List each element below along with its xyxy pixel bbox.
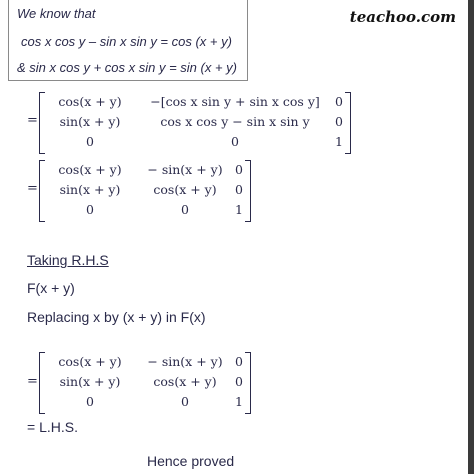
teachoo-logo: teachoo.com: [349, 8, 456, 26]
matrix3-right-bracket: [245, 352, 251, 414]
matrix3-cell: 1: [235, 394, 243, 409]
matrix2-cell: 0: [86, 202, 94, 217]
matrix3: [39, 352, 251, 414]
matrix1-cell: cos x cos y − sin x sin y: [160, 114, 310, 129]
matrix1-cell: 0: [231, 134, 239, 149]
scrollbar[interactable]: [468, 0, 474, 474]
matrix2-cell: 0: [235, 162, 243, 177]
matrix1-cell: cos(x + y): [58, 94, 122, 109]
identity-box: [8, 0, 248, 81]
matrix3-equals: =: [27, 374, 38, 389]
matrix2: [39, 160, 251, 222]
matrix2-left-bracket: [39, 160, 45, 222]
matrix2-cell: cos(x + y): [58, 162, 122, 177]
lhs-conclusion: = L.H.S.: [27, 419, 78, 435]
matrix3-cell: sin(x + y): [59, 374, 121, 389]
matrix3-cell: − sin(x + y): [147, 354, 223, 369]
box-line-intro: We know that: [17, 6, 96, 21]
matrix2-cell: sin(x + y): [59, 182, 121, 197]
rhs-replacing-text: Replacing x by (x + y) in F(x): [27, 309, 206, 325]
matrix3-cell: 0: [235, 354, 243, 369]
matrix1-right-bracket: [345, 92, 351, 154]
matrix1-cell: 0: [86, 134, 94, 149]
matrix1-cell: 1: [335, 134, 343, 149]
matrix3-cell: 0: [235, 374, 243, 389]
matrix1: [39, 92, 351, 154]
matrix3-left-bracket: [39, 352, 45, 414]
rhs-fxy: F(x + y): [27, 280, 75, 296]
hence-proved: Hence proved: [147, 453, 235, 469]
matrix2-right-bracket: [245, 160, 251, 222]
matrix3-cell: cos(x + y): [58, 354, 122, 369]
matrix3-cell: 0: [86, 394, 94, 409]
matrix3-cell: 0: [181, 394, 189, 409]
rhs-heading: Taking R.H.S: [27, 252, 109, 268]
matrix1-cell: 0: [335, 94, 343, 109]
matrix2-cell: 0: [235, 182, 243, 197]
matrix1-equals: =: [27, 113, 38, 128]
matrix1-cell: 0: [335, 114, 343, 129]
matrix1-cell: −[cos x sin y + sin x cos y]: [150, 94, 320, 109]
matrix1-left-bracket: [39, 92, 45, 154]
matrix2-cell: 1: [235, 202, 243, 217]
matrix3-cell: cos(x + y): [153, 374, 217, 389]
box-line-sin-identity: & sin x cos y + cos x sin y = sin (x + y): [17, 60, 237, 75]
matrix2-cell: 0: [181, 202, 189, 217]
box-line-cos-identity: cos x cos y – sin x sin y = cos (x + y): [21, 34, 232, 49]
matrix1-cell: sin(x + y): [59, 114, 121, 129]
matrix2-cell: cos(x + y): [153, 182, 217, 197]
matrix2-cell: − sin(x + y): [147, 162, 223, 177]
matrix2-equals: =: [27, 181, 38, 196]
